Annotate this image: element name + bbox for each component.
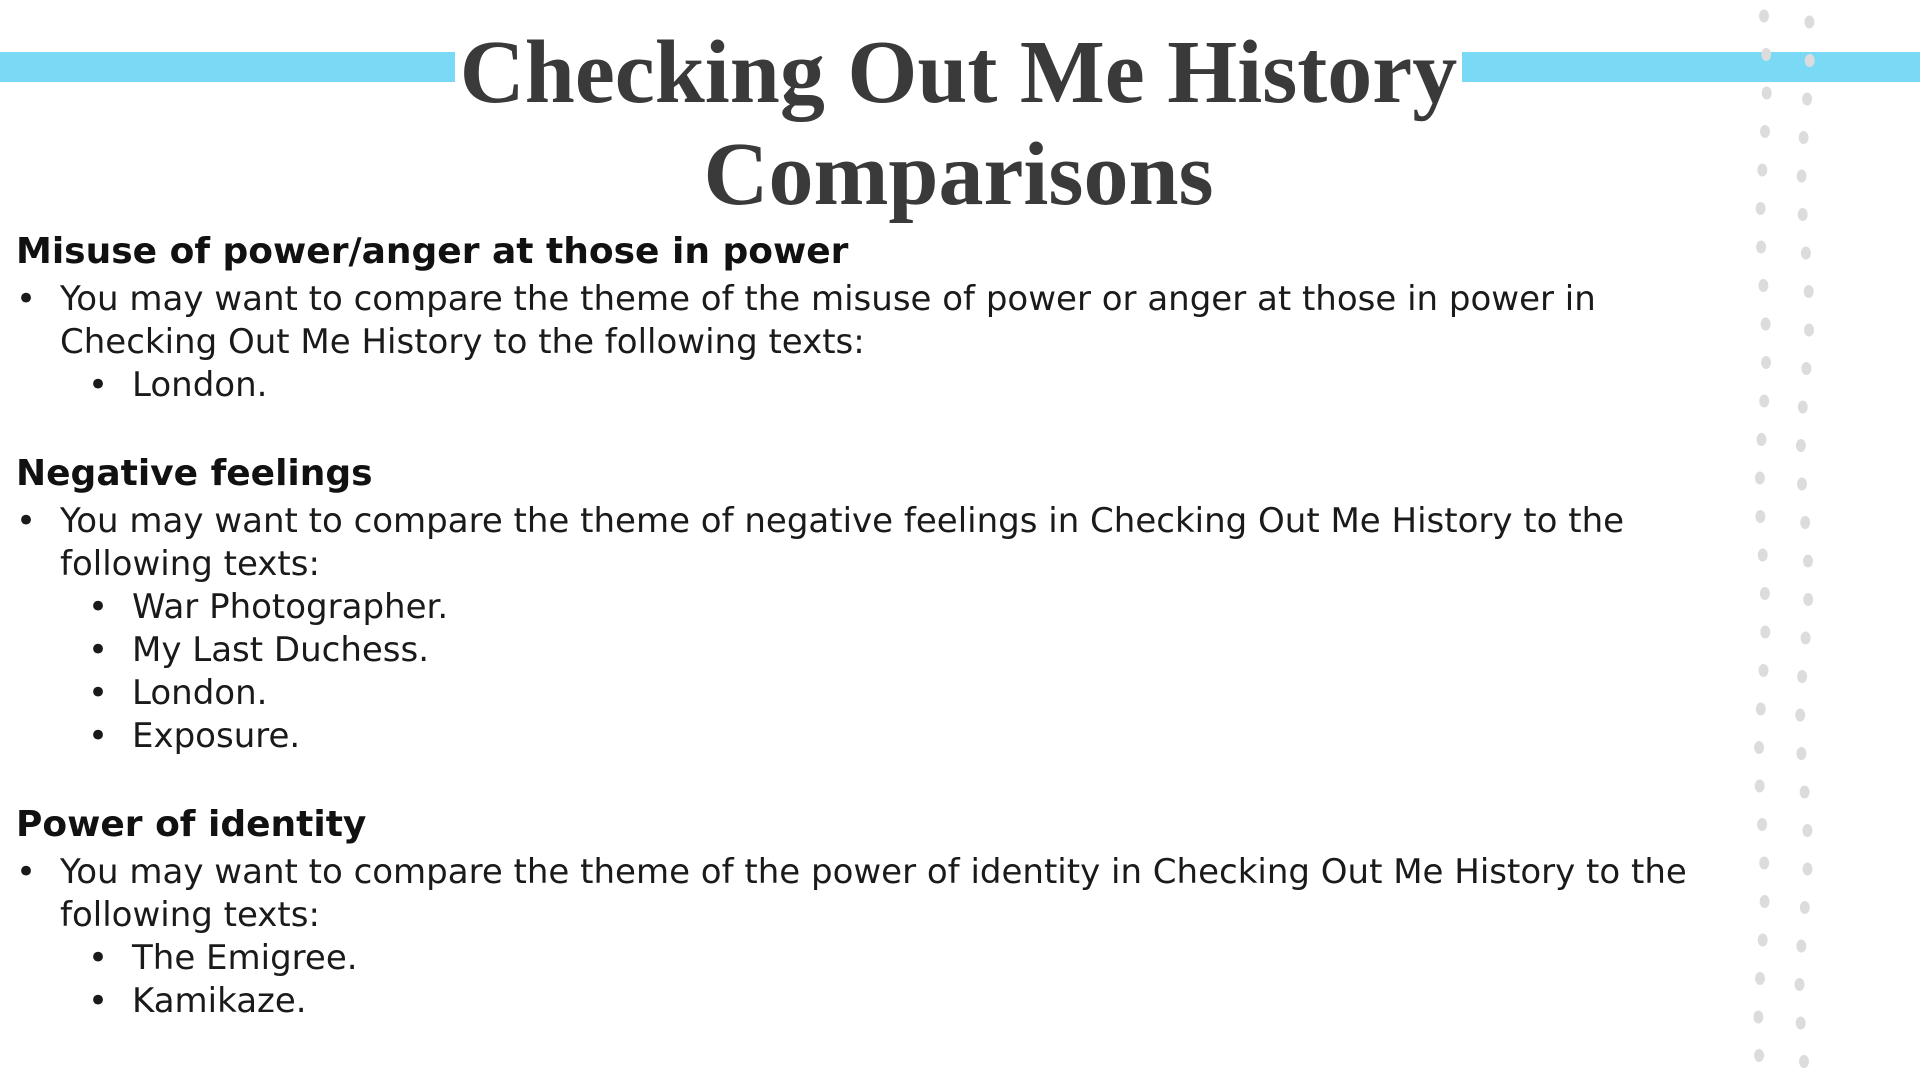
list-item: • London. (132, 364, 1716, 407)
decorative-dot (1760, 587, 1770, 600)
decorative-dot (1804, 285, 1814, 298)
decorative-dot (1755, 780, 1765, 793)
decorative-dot (1799, 131, 1809, 144)
decorative-dot (1796, 439, 1806, 452)
slide-title (455, 22, 1462, 226)
bullet-point: • You may want to compare the theme of the misuse of power or anger at those in power in Checking Out Me History to the following texts: (16, 278, 1720, 364)
left-accent-bar (0, 52, 455, 82)
list-item: • War Photographer. (132, 586, 1716, 629)
decorative-dot (1757, 818, 1767, 831)
decorative-dot (1755, 510, 1765, 523)
section-misuse-of-power (16, 230, 1716, 407)
decorative-dot (1800, 786, 1810, 799)
comparison-text-list (16, 937, 1716, 1023)
decorative-dot (1801, 247, 1811, 260)
slide-content (16, 230, 1716, 1068)
decorative-dot (1802, 824, 1812, 837)
decorative-dot (1796, 940, 1806, 953)
decorative-dot (1758, 934, 1768, 947)
section-negative-feelings (16, 452, 1716, 758)
decorative-dot (1795, 978, 1805, 991)
decorative-dot (1758, 549, 1768, 562)
decorative-dot (1798, 401, 1808, 414)
section-power-of-identity (16, 803, 1716, 1023)
decorative-dot (1797, 170, 1807, 183)
right-accent-bar (1462, 52, 1920, 82)
decorative-dot (1760, 125, 1770, 138)
bullet-point: • You may want to compare the theme of negative feelings in Checking Out Me History to the following texts: (16, 500, 1720, 586)
decorative-dot (1759, 10, 1769, 23)
decorative-dot (1798, 208, 1808, 221)
decorative-dot (1755, 472, 1765, 485)
decorative-dot (1762, 87, 1772, 100)
decorative-dots (1740, 0, 1820, 1080)
decorative-dot (1797, 478, 1807, 491)
comparison-text-list (16, 586, 1716, 758)
decorative-dot (1801, 362, 1811, 375)
section-heading: Power of identity (16, 804, 367, 845)
decorative-dot (1758, 279, 1768, 292)
section-heading: Misuse of power/anger at those in power (16, 231, 849, 272)
decorative-dot (1759, 857, 1769, 870)
decorative-dot (1803, 593, 1813, 606)
decorative-dot (1800, 901, 1810, 914)
decorative-dot (1796, 1017, 1806, 1030)
bullet-point: • You may want to compare the theme of the power of identity in Checking Out Me History to the following texts: (16, 851, 1720, 937)
decorative-dot (1756, 703, 1766, 716)
list-item: • Exposure. (132, 715, 1716, 758)
decorative-dot (1754, 741, 1764, 754)
decorative-dot (1799, 1055, 1809, 1068)
decorative-dot (1755, 972, 1765, 985)
decorative-dot (1754, 1049, 1764, 1062)
decorative-dot (1756, 202, 1766, 215)
decorative-dot (1795, 709, 1805, 722)
decorative-dot (1804, 16, 1814, 29)
decorative-dot (1805, 54, 1815, 67)
list-item: • Kamikaze. (132, 980, 1716, 1023)
decorative-dot (1796, 747, 1806, 760)
list-item: • The Emigree. (132, 937, 1716, 980)
decorative-dot (1801, 632, 1811, 645)
decorative-dot (1756, 241, 1766, 254)
decorative-dot (1757, 164, 1767, 177)
section-heading: Negative feelings (16, 453, 373, 494)
decorative-dot (1800, 516, 1810, 529)
decorative-dot (1753, 1011, 1763, 1024)
list-item: • London. (132, 672, 1716, 715)
title-line-1: Checking Out Me History (459, 23, 1458, 122)
comparison-text-list (16, 364, 1716, 407)
decorative-dot (1760, 895, 1770, 908)
decorative-dot (1803, 863, 1813, 876)
title-line-2: Comparisons (703, 125, 1214, 224)
list-item: • My Last Duchess. (132, 629, 1716, 672)
decorative-dot (1761, 356, 1771, 369)
decorative-dot (1759, 395, 1769, 408)
decorative-dot (1759, 664, 1769, 677)
decorative-dot (1797, 670, 1807, 683)
decorative-dot (1804, 324, 1814, 337)
decorative-dot (1761, 48, 1771, 61)
decorative-dot (1760, 626, 1770, 639)
decorative-dot (1802, 93, 1812, 106)
decorative-dot (1761, 318, 1771, 331)
decorative-dot (1757, 433, 1767, 446)
decorative-dot (1803, 555, 1813, 568)
